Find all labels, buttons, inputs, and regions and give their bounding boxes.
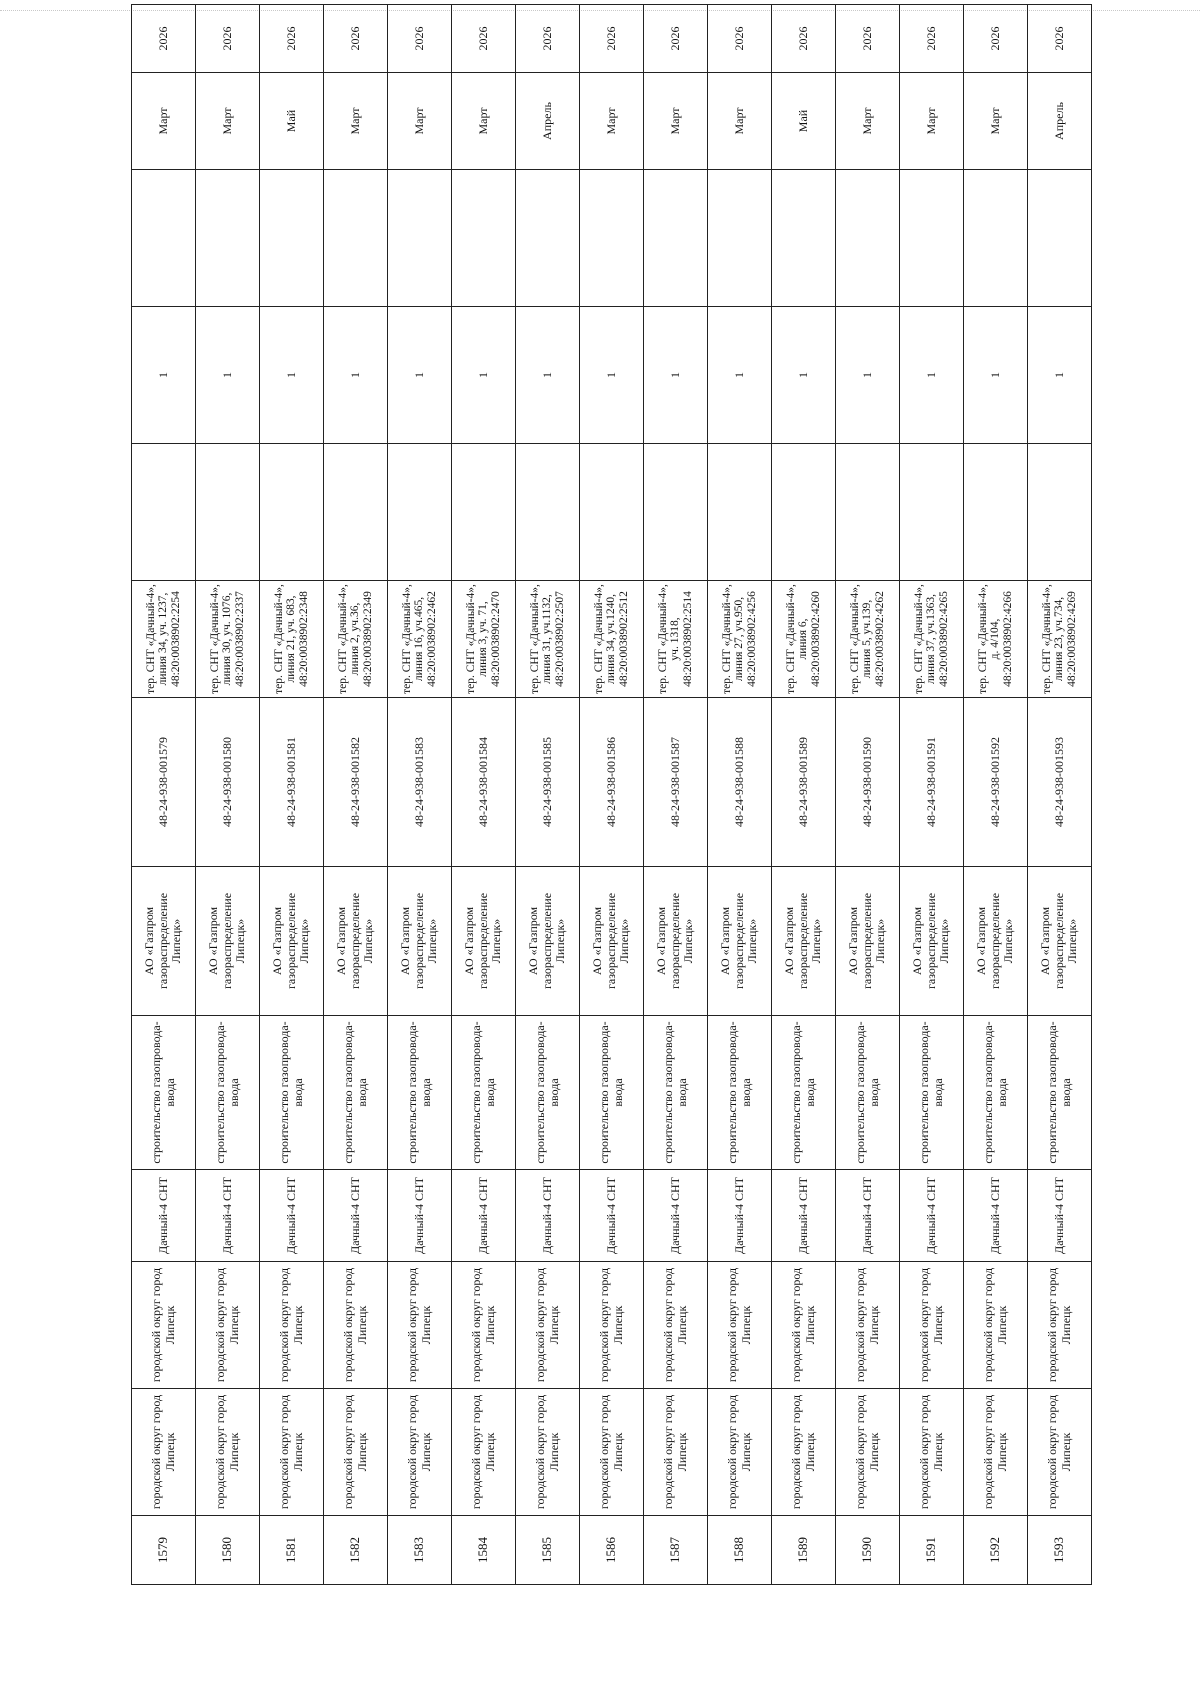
application-code-cell: 48-24-938-001592 [964, 698, 1028, 867]
object-name-cell: Дачный-4 СНТ [836, 1170, 900, 1262]
object-name-cell: Дачный-4 СНТ [324, 1170, 388, 1262]
table-row [196, 5, 260, 1585]
work-type-cell: строительство газопровода-ввода [836, 1016, 900, 1170]
municipality-cell: городской округ город Липецк [132, 1389, 196, 1516]
count-cell: 1 [708, 307, 772, 444]
work-type-cell: строительство газопровода-ввода [900, 1016, 964, 1170]
object-name-cell: Дачный-4 СНТ [260, 1170, 324, 1262]
work-type-cell: строительство газопровода-ввода [772, 1016, 836, 1170]
month-cell: Май [772, 73, 836, 170]
year-cell: 2026 [1028, 5, 1092, 73]
work-type-cell: строительство газопровода-ввода [260, 1016, 324, 1170]
count-cell: 1 [196, 307, 260, 444]
empty-column-cell [196, 444, 260, 581]
empty-column-cell [196, 170, 260, 307]
object-name-cell: Дачный-4 СНТ [644, 1170, 708, 1262]
address-cell: тер. СНТ «Дачный-4», линия 34, уч. 1237, 48:20:0038902:2254 [132, 581, 196, 698]
object-name-cell: Дачный-4 СНТ [772, 1170, 836, 1262]
count-cell: 1 [900, 307, 964, 444]
empty-column-cell [516, 170, 580, 307]
year-cell: 2026 [132, 5, 196, 73]
object-name-cell: Дачный-4 СНТ [388, 1170, 452, 1262]
work-type-cell: строительство газопровода-ввода [964, 1016, 1028, 1170]
settlement-cell: городской округ город Липецк [836, 1262, 900, 1389]
count-cell: 1 [644, 307, 708, 444]
address-cell: тер. СНТ «Дачный-4», линия 16, уч.465, 48:20:0038902:2462 [388, 581, 452, 698]
table-row [324, 5, 388, 1585]
object-name-cell: Дачный-4 СНТ [900, 1170, 964, 1262]
application-code-cell: 48-24-938-001580 [196, 698, 260, 867]
row-number-cell: 1592 [964, 1516, 1028, 1585]
municipality-cell: городской округ город Липецк [324, 1389, 388, 1516]
organization-cell: АО «Газпром газораспределение Липецк» [644, 867, 708, 1016]
month-cell: Март [708, 73, 772, 170]
empty-column-cell [900, 170, 964, 307]
object-name-cell: Дачный-4 СНТ [708, 1170, 772, 1262]
count-cell: 1 [452, 307, 516, 444]
address-cell: тер. СНТ «Дачный-4», линия 37, уч.1363, 48:20:0038902:4265 [900, 581, 964, 698]
organization-cell: АО «Газпром газораспределение Липецк» [964, 867, 1028, 1016]
settlement-cell: городской округ город Липецк [900, 1262, 964, 1389]
table-row [772, 5, 836, 1585]
count-cell: 1 [132, 307, 196, 444]
table-row [580, 5, 644, 1585]
year-cell: 2026 [580, 5, 644, 73]
count-cell: 1 [964, 307, 1028, 444]
count-cell: 1 [388, 307, 452, 444]
empty-column-cell [388, 170, 452, 307]
empty-column-cell [964, 444, 1028, 581]
organization-cell: АО «Газпром газораспределение Липецк» [388, 867, 452, 1016]
count-cell: 1 [1028, 307, 1092, 444]
empty-column-cell [516, 444, 580, 581]
table-row [260, 5, 324, 1585]
row-number-cell: 1582 [324, 1516, 388, 1585]
row-number-cell: 1583 [388, 1516, 452, 1585]
empty-column-cell [324, 170, 388, 307]
year-cell: 2026 [964, 5, 1028, 73]
empty-column-cell [900, 444, 964, 581]
count-cell: 1 [836, 307, 900, 444]
address-cell: тер. СНТ «Дачный-4», линия 21, уч. 683, 48:20:0038902:2348 [260, 581, 324, 698]
organization-cell: АО «Газпром газораспределение Липецк» [836, 867, 900, 1016]
empty-column-cell [772, 444, 836, 581]
empty-column-cell [260, 444, 324, 581]
empty-column-cell [836, 444, 900, 581]
settlement-cell: городской округ город Липецк [1028, 1262, 1092, 1389]
table-row [900, 5, 964, 1585]
municipality-cell: городской округ город Липецк [516, 1389, 580, 1516]
address-cell: тер. СНТ «Дачный-4», уч. 1318, 48:20:0038902:2514 [644, 581, 708, 698]
object-name-cell: Дачный-4 СНТ [516, 1170, 580, 1262]
row-number-cell: 1589 [772, 1516, 836, 1585]
year-cell: 2026 [644, 5, 708, 73]
settlement-cell: городской округ город Липецк [132, 1262, 196, 1389]
settlement-cell: городской округ город Липецк [644, 1262, 708, 1389]
year-cell: 2026 [324, 5, 388, 73]
empty-column-cell [1028, 170, 1092, 307]
municipality-cell: городской округ город Липецк [836, 1389, 900, 1516]
work-type-cell: строительство газопровода-ввода [580, 1016, 644, 1170]
settlement-cell: городской округ город Липецк [452, 1262, 516, 1389]
application-code-cell: 48-24-938-001581 [260, 698, 324, 867]
address-cell: тер. СНТ «Дачный-4», линия 34, уч.1240, 48:20:0038902:2512 [580, 581, 644, 698]
table-row [1028, 5, 1092, 1585]
object-name-cell: Дачный-4 СНТ [580, 1170, 644, 1262]
month-cell: Апрель [1028, 73, 1092, 170]
row-number-cell: 1581 [260, 1516, 324, 1585]
municipality-cell: городской округ город Липецк [196, 1389, 260, 1516]
municipality-cell: городской округ город Липецк [580, 1389, 644, 1516]
organization-cell: АО «Газпром газораспределение Липецк» [260, 867, 324, 1016]
empty-column-cell [580, 170, 644, 307]
count-cell: 1 [324, 307, 388, 444]
row-number-cell: 1579 [132, 1516, 196, 1585]
table-row [964, 5, 1028, 1585]
month-cell: Март [452, 73, 516, 170]
municipality-cell: городской округ город Липецк [452, 1389, 516, 1516]
organization-cell: АО «Газпром газораспределение Липецк» [452, 867, 516, 1016]
month-cell: Март [900, 73, 964, 170]
year-cell: 2026 [388, 5, 452, 73]
work-type-cell: строительство газопровода-ввода [132, 1016, 196, 1170]
work-type-cell: строительство газопровода-ввода [196, 1016, 260, 1170]
empty-column-cell [964, 170, 1028, 307]
month-cell: Апрель [516, 73, 580, 170]
municipality-cell: городской округ город Липецк [900, 1389, 964, 1516]
table-row [452, 5, 516, 1585]
month-cell: Март [196, 73, 260, 170]
year-cell: 2026 [260, 5, 324, 73]
empty-column-cell [132, 170, 196, 307]
row-number-cell: 1593 [1028, 1516, 1092, 1585]
empty-column-cell [772, 170, 836, 307]
address-cell: тер. СНТ «Дачный-4», линия 3, уч. 71, 48:20:0038902:2470 [452, 581, 516, 698]
empty-column-cell [260, 170, 324, 307]
table-row [132, 5, 196, 1585]
object-name-cell: Дачный-4 СНТ [1028, 1170, 1092, 1262]
count-cell: 1 [260, 307, 324, 444]
settlement-cell: городской округ город Липецк [196, 1262, 260, 1389]
year-cell: 2026 [516, 5, 580, 73]
empty-column-cell [452, 444, 516, 581]
application-code-cell: 48-24-938-001584 [452, 698, 516, 867]
work-type-cell: строительство газопровода-ввода [708, 1016, 772, 1170]
work-type-cell: строительство газопровода-ввода [452, 1016, 516, 1170]
organization-cell: АО «Газпром газораспределение Липецк» [196, 867, 260, 1016]
address-cell: тер. СНТ «Дачный-4», линия 5, уч.139, 48:20:0038902:4262 [836, 581, 900, 698]
settlement-cell: городской округ город Липецк [324, 1262, 388, 1389]
work-type-cell: строительство газопровода-ввода [388, 1016, 452, 1170]
application-code-cell: 48-24-938-001585 [516, 698, 580, 867]
year-cell: 2026 [772, 5, 836, 73]
application-code-cell: 48-24-938-001593 [1028, 698, 1092, 867]
table-row [836, 5, 900, 1585]
address-cell: тер. СНТ «Дачный-4», линия 2, уч.36, 48:20:0038902:2349 [324, 581, 388, 698]
municipality-cell: городской округ город Липецк [1028, 1389, 1092, 1516]
month-cell: Март [388, 73, 452, 170]
address-cell: тер. СНТ «Дачный-4», линия 31, уч.1132, 48:20:0038902:2507 [516, 581, 580, 698]
year-cell: 2026 [836, 5, 900, 73]
object-name-cell: Дачный-4 СНТ [132, 1170, 196, 1262]
address-cell: тер. СНТ «Дачный-4», д. 4/104, 48:20:0038902:4266 [964, 581, 1028, 698]
application-code-cell: 48-24-938-001588 [708, 698, 772, 867]
application-code-cell: 48-24-938-001579 [132, 698, 196, 867]
year-cell: 2026 [196, 5, 260, 73]
row-number-cell: 1580 [196, 1516, 260, 1585]
empty-column-cell [580, 444, 644, 581]
settlement-cell: городской округ город Липецк [772, 1262, 836, 1389]
year-cell: 2026 [708, 5, 772, 73]
gasification-schedule-table [131, 4, 1092, 1585]
empty-column-cell [644, 170, 708, 307]
work-type-cell: строительство газопровода-ввода [644, 1016, 708, 1170]
row-number-cell: 1586 [580, 1516, 644, 1585]
month-cell: Март [580, 73, 644, 170]
work-type-cell: строительство газопровода-ввода [516, 1016, 580, 1170]
month-cell: Март [964, 73, 1028, 170]
settlement-cell: городской округ город Липецк [580, 1262, 644, 1389]
application-code-cell: 48-24-938-001590 [836, 698, 900, 867]
application-code-cell: 48-24-938-001589 [772, 698, 836, 867]
row-number-cell: 1587 [644, 1516, 708, 1585]
row-number-cell: 1585 [516, 1516, 580, 1585]
year-cell: 2026 [452, 5, 516, 73]
year-cell: 2026 [900, 5, 964, 73]
empty-column-cell [324, 444, 388, 581]
application-code-cell: 48-24-938-001591 [900, 698, 964, 867]
work-type-cell: строительство газопровода-ввода [324, 1016, 388, 1170]
table-row [644, 5, 708, 1585]
address-cell: тер. СНТ «Дачный-4», линия 6, 48:20:0038902:4260 [772, 581, 836, 698]
month-cell: Март [132, 73, 196, 170]
object-name-cell: Дачный-4 СНТ [964, 1170, 1028, 1262]
count-cell: 1 [580, 307, 644, 444]
organization-cell: АО «Газпром газораспределение Липецк» [708, 867, 772, 1016]
organization-cell: АО «Газпром газораспределение Липецк» [772, 867, 836, 1016]
empty-column-cell [708, 444, 772, 581]
settlement-cell: городской округ город Липецк [516, 1262, 580, 1389]
empty-column-cell [644, 444, 708, 581]
work-type-cell: строительство газопровода-ввода [1028, 1016, 1092, 1170]
settlement-cell: городской округ город Липецк [708, 1262, 772, 1389]
organization-cell: АО «Газпром газораспределение Липецк» [900, 867, 964, 1016]
empty-column-cell [836, 170, 900, 307]
application-code-cell: 48-24-938-001586 [580, 698, 644, 867]
municipality-cell: городской округ город Липецк [708, 1389, 772, 1516]
settlement-cell: городской округ город Липецк [964, 1262, 1028, 1389]
organization-cell: АО «Газпром газораспределение Липецк» [516, 867, 580, 1016]
organization-cell: АО «Газпром газораспределение Липецк» [132, 867, 196, 1016]
settlement-cell: городской округ город Липецк [388, 1262, 452, 1389]
empty-column-cell [1028, 444, 1092, 581]
count-cell: 1 [516, 307, 580, 444]
municipality-cell: городской округ город Липецк [388, 1389, 452, 1516]
month-cell: Май [260, 73, 324, 170]
organization-cell: АО «Газпром газораспределение Липецк» [1028, 867, 1092, 1016]
object-name-cell: Дачный-4 СНТ [196, 1170, 260, 1262]
organization-cell: АО «Газпром газораспределение Липецк» [580, 867, 644, 1016]
row-number-cell: 1584 [452, 1516, 516, 1585]
municipality-cell: городской округ город Липецк [772, 1389, 836, 1516]
empty-column-cell [708, 170, 772, 307]
organization-cell: АО «Газпром газораспределение Липецк» [324, 867, 388, 1016]
row-number-cell: 1588 [708, 1516, 772, 1585]
table-row [388, 5, 452, 1585]
address-cell: тер. СНТ «Дачный-4», линия 23, уч.734, 48:20:0038902:4269 [1028, 581, 1092, 698]
count-cell: 1 [772, 307, 836, 444]
municipality-cell: городской округ город Липецк [644, 1389, 708, 1516]
month-cell: Март [644, 73, 708, 170]
row-number-cell: 1591 [900, 1516, 964, 1585]
row-number-cell: 1590 [836, 1516, 900, 1585]
object-name-cell: Дачный-4 СНТ [452, 1170, 516, 1262]
table-body [132, 5, 1092, 1585]
application-code-cell: 48-24-938-001582 [324, 698, 388, 867]
application-code-cell: 48-24-938-001587 [644, 698, 708, 867]
empty-column-cell [452, 170, 516, 307]
empty-column-cell [132, 444, 196, 581]
table-row [516, 5, 580, 1585]
application-code-cell: 48-24-938-001583 [388, 698, 452, 867]
address-cell: тер. СНТ «Дачный-4», линия 27, уч.950, 48:20:0038902:4256 [708, 581, 772, 698]
municipality-cell: городской округ город Липецк [964, 1389, 1028, 1516]
municipality-cell: городской округ город Липецк [260, 1389, 324, 1516]
empty-column-cell [388, 444, 452, 581]
table-row [708, 5, 772, 1585]
month-cell: Март [324, 73, 388, 170]
month-cell: Март [836, 73, 900, 170]
settlement-cell: городской округ город Липецк [260, 1262, 324, 1389]
address-cell: тер. СНТ «Дачный-4», линия 30, уч. 1076, 48:20:0038902:2337 [196, 581, 260, 698]
